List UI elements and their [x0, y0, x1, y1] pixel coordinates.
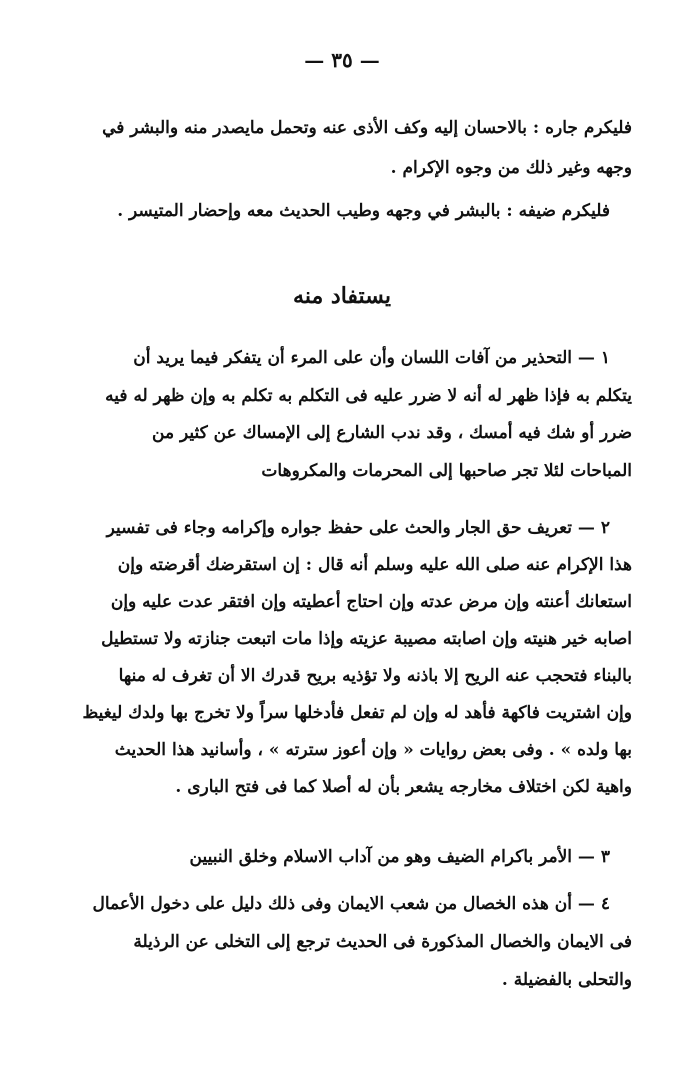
point-3	[66, 839, 632, 875]
text-line: والتحلى بالفضيلة .	[501, 970, 632, 990]
page-number: — ٣٥ —	[304, 48, 380, 72]
text-line: فى الايمان والخصال المذكورة فى الحديث ترجع إلى التخلى عن الرذيلة	[133, 932, 632, 952]
point-1	[66, 340, 632, 490]
intro-paragraph-guest	[66, 193, 632, 229]
text-line: استعانك أعنته وإن مرض عدته وإن احتاج أعطيته وإن افتقر عدت عليه وإن	[110, 592, 632, 612]
text-line: اصابه خير هنيته وإن اصابته مصيبة عزيته وإذا مات اتبعت جنازته ولا تستطيل	[101, 629, 632, 649]
text-line: يتكلم به فإذا ظهر له أنه لا ضرر عليه فى التكلم به تكلم به وإن ظهر له فيه	[105, 385, 632, 406]
text-line: ٣ — الأمر باكرام الضيف وهو من آداب الاسلام وخلق النبيين	[189, 847, 610, 867]
point-4	[66, 885, 632, 999]
text-line: فليكرم جاره : بالاحسان إليه وكف الأذى عنه وتحمل مايصدر منه والبشر في	[102, 118, 632, 138]
text-line: فليكرم ضيفه : بالبشر في وجهه وطيب الحديث معه وإحضار المتيسر .	[117, 201, 610, 221]
text-line: ١ — التحذير من آفات اللسان وأن على المرء أن يتفكر فيما يريد أن	[133, 348, 610, 368]
text-line: بالبناء فتحجب عنه الريح إلا باذنه ولا تؤذيه بريح قدرك الا أن تغرف له منها	[118, 666, 632, 686]
text-line: ٤ — أن هذه الخصال من شعب الايمان وفى ذلك دليل على دخول الأعمال	[92, 894, 610, 914]
section-heading: يستفاد منه	[293, 283, 391, 309]
text-line: ٢ — تعريف حق الجار والحث على حفظ جواره وإكرامه وجاء فى تفسير	[106, 518, 610, 538]
text-line: المباحات لئلا تجر صاحبها إلى المحرمات والمكروهات	[261, 460, 632, 481]
text-line: وإن اشتريت فاكهة فأهد له وإن لم تفعل فأدخلها سراً ولا تخرج بها ولدك ليغيظ	[82, 703, 632, 723]
text-line: واهية لكن اختلاف مخارجه يشعر بأن له أصلا كما فى فتح البارى .	[175, 777, 632, 797]
text-line: ضرر أو شك فيه أمسك ، وقد ندب الشارع إلى الإمساك عن كثير من	[152, 423, 632, 443]
text-line: هذا الإكرام عنه صلى الله عليه وسلم أنه قال : إن استقرضك أقرضته وإن	[117, 555, 632, 575]
intro-paragraph-neighbor	[66, 108, 632, 188]
text-line: بها ولده » . وفى بعض روايات « وإن أعوز سترته » ، وأسانيد هذا الحديث	[114, 740, 632, 760]
text-line: وجهه وغير ذلك من وجوه الإكرام .	[390, 158, 632, 178]
point-2	[66, 510, 632, 806]
